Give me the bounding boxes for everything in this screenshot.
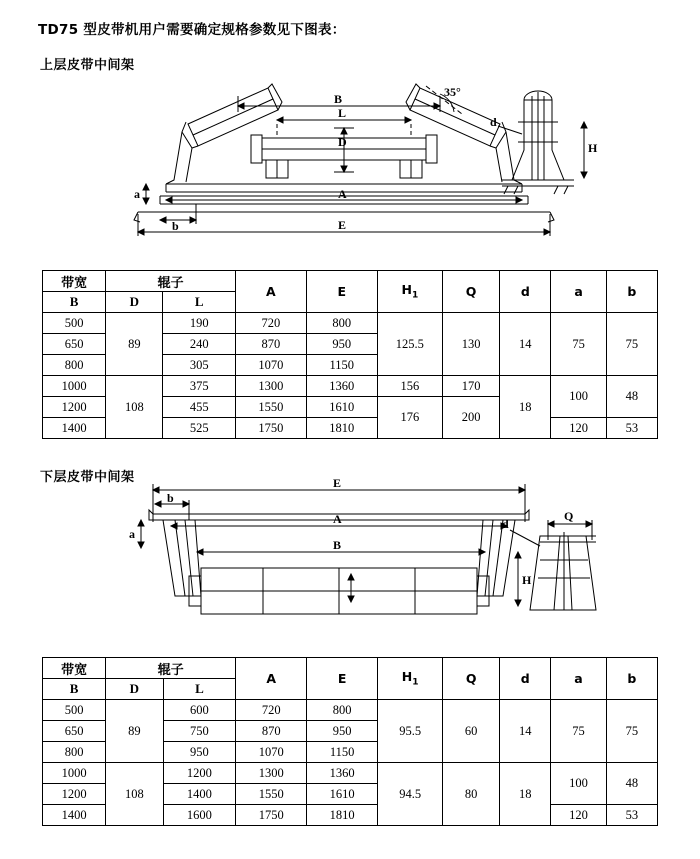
header-E: E [307, 658, 378, 700]
cell-A: 720 [236, 700, 307, 721]
header-d: d [500, 658, 551, 700]
cell-d: 18 [500, 376, 551, 439]
cell-B: 1000 [43, 376, 106, 397]
cell-L: 525 [163, 418, 236, 439]
cell-E: 1810 [307, 805, 378, 826]
cell-a: 100 [551, 376, 606, 418]
cell-E: 950 [307, 721, 378, 742]
header-L: L [163, 679, 236, 700]
cell-L: 190 [163, 313, 236, 334]
cell-d: 18 [500, 763, 551, 826]
header-a: a [551, 271, 606, 313]
dim-b-upper: b [172, 219, 179, 233]
dim-A-lower: A [333, 512, 342, 526]
header-B: B [43, 679, 106, 700]
dim-a-upper: a [134, 187, 140, 201]
upper-bracket-detail [488, 82, 608, 207]
cell-B: 650 [43, 721, 106, 742]
cell-Q: 60 [443, 700, 500, 763]
header-b: b [606, 658, 657, 700]
cell-a: 100 [551, 763, 606, 805]
cell-a: 120 [551, 805, 606, 826]
cell-D: 89 [106, 313, 163, 376]
dim-A-upper: A [338, 187, 347, 201]
dim-angle-upper: 35° [444, 85, 461, 99]
header-band-width: 带宽 [43, 658, 106, 679]
header-a: a [551, 658, 606, 700]
table-row [43, 376, 658, 397]
cell-D: 108 [106, 763, 163, 826]
cell-B: 500 [43, 313, 106, 334]
header-E: E [306, 271, 377, 313]
cell-A: 1300 [235, 376, 306, 397]
section-label-lower: 下层皮带中间架 [40, 470, 135, 485]
cell-H1: 156 [377, 376, 442, 397]
cell-d: 14 [500, 313, 551, 376]
cell-A: 720 [235, 313, 306, 334]
cell-L: 305 [163, 355, 236, 376]
cell-b: 75 [606, 313, 657, 376]
header-H1: $H_1$ [378, 658, 443, 700]
cell-H1: 125.5 [377, 313, 442, 376]
table-row [43, 313, 658, 334]
dim-B-lower: B [333, 538, 342, 552]
cell-E: 1360 [306, 376, 377, 397]
cell-E: 1610 [307, 784, 378, 805]
cell-a: 75 [551, 700, 606, 763]
cell-b: 48 [606, 763, 657, 805]
cell-B: 1400 [43, 805, 106, 826]
cell-E: 800 [306, 313, 377, 334]
dim-H-upper: H [588, 141, 598, 155]
cell-A: 870 [235, 334, 306, 355]
cell-D: 89 [106, 700, 163, 763]
dim-Q-lower: Q [564, 509, 574, 523]
cell-L: 375 [163, 376, 236, 397]
lower-spec-table [42, 657, 658, 826]
dim-d-upper: d [490, 115, 497, 129]
cell-E: 1610 [306, 397, 377, 418]
cell-a: 120 [551, 418, 606, 439]
dim-b-lower: b [167, 491, 174, 505]
header-A: A [236, 658, 307, 700]
cell-E: 1360 [307, 763, 378, 784]
cell-L: 600 [163, 700, 236, 721]
header-H1: $H_1$ [377, 271, 442, 313]
page-title: TD75 型皮带机用户需要确定规格参数见下图表： [38, 22, 346, 38]
cell-Q: 130 [442, 313, 499, 376]
header-D: D [106, 679, 163, 700]
header-band-width: 带宽 [43, 271, 106, 292]
cell-B: 1200 [43, 397, 106, 418]
cell-E: 1810 [306, 418, 377, 439]
cell-H1: 95.5 [378, 700, 443, 763]
dim-E-lower: E [333, 476, 342, 490]
cell-Q: 170 [442, 376, 499, 397]
dim-H-lower: H [522, 573, 532, 587]
cell-A: 1300 [236, 763, 307, 784]
cell-B: 500 [43, 700, 106, 721]
cell-B: 1200 [43, 784, 106, 805]
cell-A: 1070 [236, 742, 307, 763]
cell-b: 53 [606, 805, 657, 826]
cell-B: 800 [43, 355, 106, 376]
cell-A: 1750 [236, 805, 307, 826]
table-row [43, 763, 658, 784]
cell-L: 1200 [163, 763, 236, 784]
header-d: d [500, 271, 551, 313]
cell-B: 800 [43, 742, 106, 763]
header-Q: Q [442, 271, 499, 313]
cell-A: 1070 [235, 355, 306, 376]
cell-E: 1150 [306, 355, 377, 376]
cell-b: 53 [606, 418, 657, 439]
dim-D-upper: D [338, 135, 347, 149]
header-B: B [43, 292, 106, 313]
cell-A: 1750 [235, 418, 306, 439]
header-b: b [606, 271, 657, 313]
header-Q: Q [443, 658, 500, 700]
header-D: D [106, 292, 163, 313]
cell-B: 650 [43, 334, 106, 355]
section-label-upper: 上层皮带中间架 [40, 58, 135, 73]
cell-H1: 94.5 [378, 763, 443, 826]
cell-E: 950 [306, 334, 377, 355]
cell-A: 1550 [235, 397, 306, 418]
cell-A: 1550 [236, 784, 307, 805]
header-A: A [235, 271, 306, 313]
upper-spec-table [42, 270, 658, 439]
cell-d: 14 [500, 700, 551, 763]
dim-d-lower: d [502, 517, 509, 531]
header-roller: 辊子 [106, 658, 236, 679]
cell-a: 75 [551, 313, 606, 376]
cell-L: 1400 [163, 784, 236, 805]
cell-E: 1150 [307, 742, 378, 763]
lower-bracket-detail [500, 506, 630, 641]
cell-b: 75 [606, 700, 657, 763]
table-row [43, 700, 658, 721]
cell-A: 870 [236, 721, 307, 742]
dim-L-upper: L [338, 106, 347, 120]
cell-B: 1400 [43, 418, 106, 439]
cell-B: 1000 [43, 763, 106, 784]
cell-Q: 200 [442, 397, 499, 439]
cell-E: 800 [307, 700, 378, 721]
cell-L: 240 [163, 334, 236, 355]
dim-E-upper: E [338, 218, 347, 232]
cell-L: 950 [163, 742, 236, 763]
cell-D: 108 [106, 376, 163, 439]
dim-B-upper: B [334, 92, 343, 106]
cell-L: 455 [163, 397, 236, 418]
dim-a-lower: a [129, 527, 135, 541]
cell-L: 1600 [163, 805, 236, 826]
cell-H1: 176 [377, 397, 442, 439]
header-roller: 辊子 [106, 271, 236, 292]
cell-b: 48 [606, 376, 657, 418]
cell-Q: 80 [443, 763, 500, 826]
header-L: L [163, 292, 236, 313]
cell-L: 750 [163, 721, 236, 742]
